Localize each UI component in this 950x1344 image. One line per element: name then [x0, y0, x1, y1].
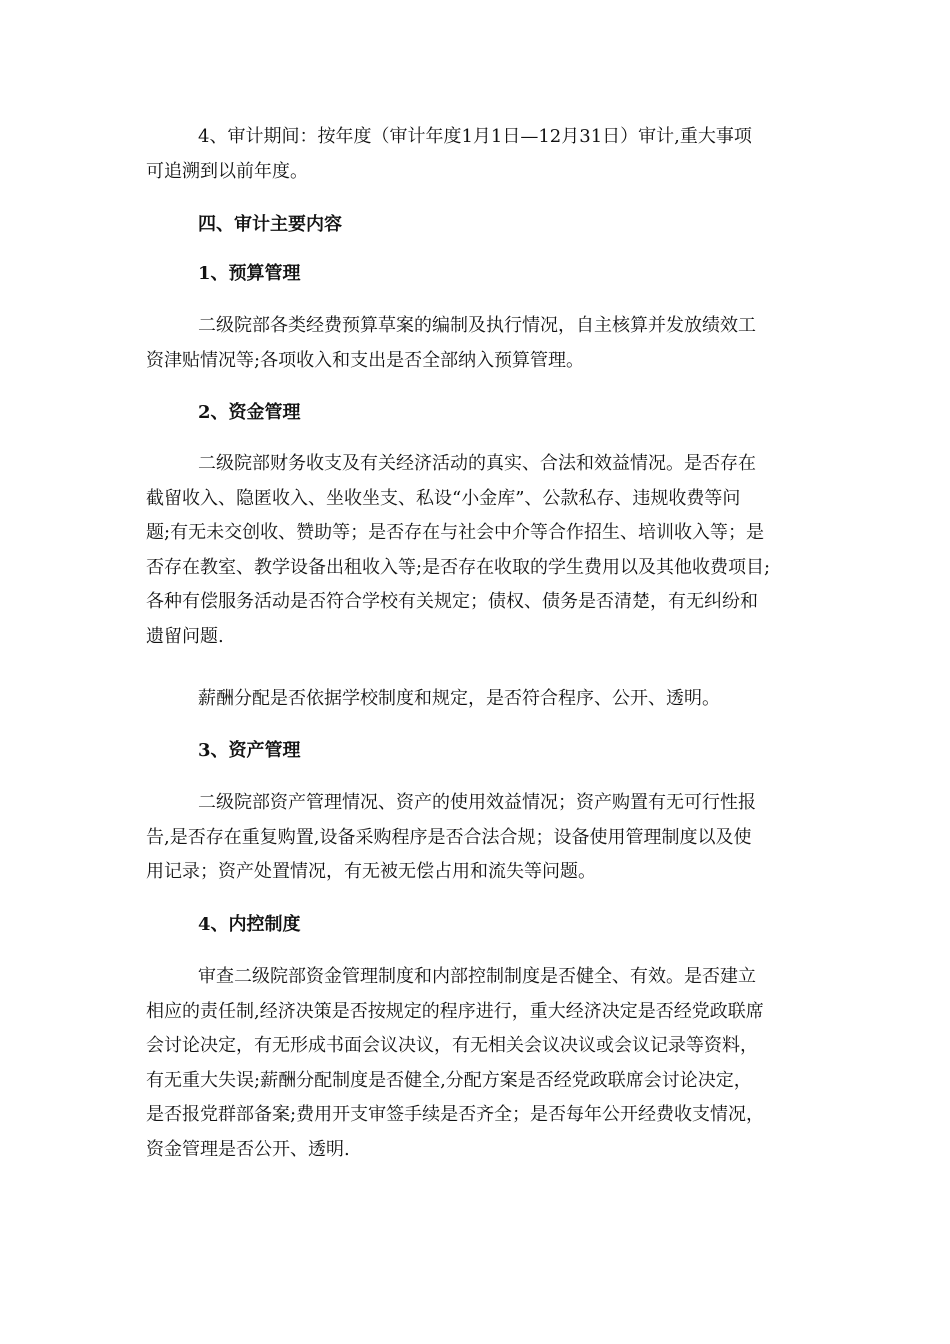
text-line: 题;有无未交创收、赞助等；是否存在与社会中介等合作招生、培训收入等；是: [146, 522, 765, 543]
text-line: 薪酬分配是否依据学校制度和规定，是否符合程序、公开、透明。: [198, 688, 720, 709]
text-line: 二级院部各类经费预算草案的编制及执行情况，自主核算并发放绩效工: [198, 315, 756, 336]
text-line: 资金管理是否公开、透明.: [146, 1138, 350, 1160]
paragraph-budget: [146, 309, 806, 378]
subheading-assets: 3、资产管理: [198, 740, 301, 761]
text-line: 资津贴情况等;各项收入和支出是否全部纳入预算管理。: [146, 349, 585, 371]
text-line: 遗留问题.: [146, 625, 224, 647]
text-line: 二级院部资产管理情况、资产的使用效益情况；资产购置有无可行性报: [198, 792, 756, 813]
paragraph-funds: [146, 447, 806, 654]
text-line: 截留收入、隐匿收入、坐收坐支、私设“小金库”、公款私存、违规收费等问: [146, 487, 741, 509]
text-line: 审查二级院部资金管理制度和内部控制制度是否健全、有效。是否建立: [198, 966, 756, 987]
section-heading-audit-content: 四、审计主要内容: [198, 214, 342, 235]
text-line: 有无重大失误;薪酬分配制度是否健全,分配方案是否经党政联席会讨论决定，: [146, 1069, 752, 1091]
subheading-internal-control: 4、内控制度: [198, 914, 301, 935]
text-line: 4、审计期间：按年度（审计年度1月1日—12月31日）审计,重大事项: [198, 126, 752, 147]
paragraph-assets: [146, 786, 806, 890]
paragraph-salary: [146, 682, 806, 717]
paragraph-audit-period: [146, 120, 806, 189]
text-line: 会讨论决定，有无形成书面会议决议，有无相关会议决议或会议记录等资料，: [146, 1035, 758, 1056]
text-line: 可追溯到以前年度。: [146, 160, 308, 182]
text-line: 相应的责任制,经济决策是否按规定的程序进行，重大经济决定是否经党政联席: [146, 1000, 764, 1022]
text-line: 否存在教室、教学设备出租收入等;是否存在收取的学生费用以及其他收费项目;: [146, 556, 771, 578]
text-line: 是否报党群部备案;费用开支审签手续是否齐全；是否每年公开经费收支情况，: [146, 1104, 765, 1125]
text-line: 用记录；资产处置情况，有无被无偿占用和流失等问题。: [146, 861, 596, 882]
text-line: 告,是否存在重复购置,设备采购程序是否合法合规；设备使用管理制度以及使: [146, 826, 752, 848]
subheading-funds: 2、资金管理: [198, 402, 301, 423]
text-line: 各种有偿服务活动是否符合学校有关规定；债权、债务是否清楚，有无纠纷和: [146, 591, 758, 612]
paragraph-internal-control: [146, 960, 806, 1167]
text-line: 二级院部财务收支及有关经济活动的真实、合法和效益情况。是否存在: [198, 453, 756, 474]
subheading-budget: 1、预算管理: [198, 263, 301, 284]
